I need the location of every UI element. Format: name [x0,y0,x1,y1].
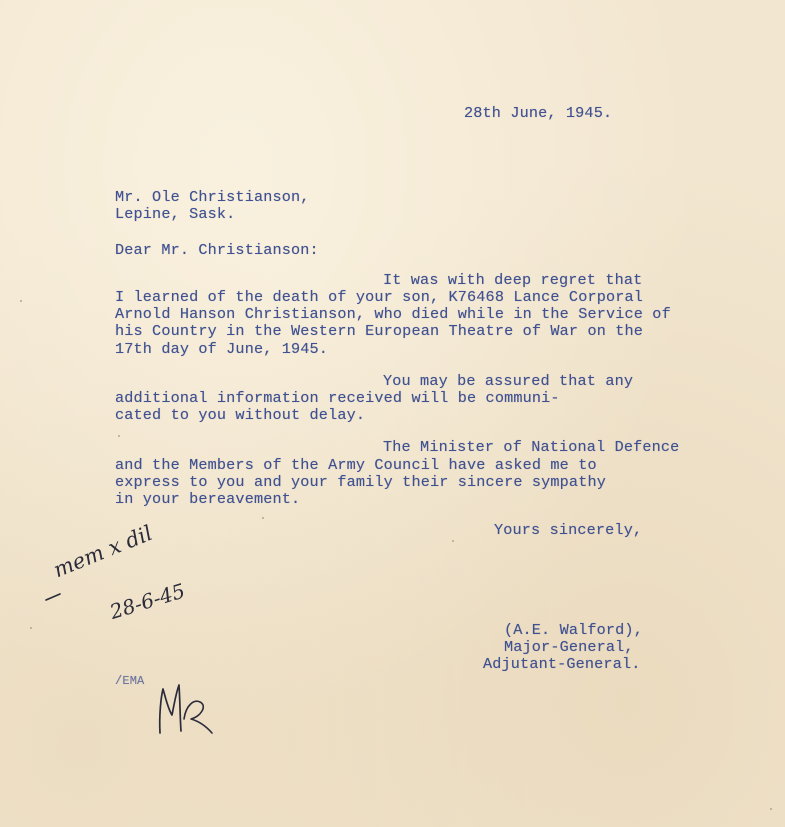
paper-speck [770,808,772,810]
paragraph-3-line-4: in your bereavement. [115,490,301,508]
signatory-title: Adjutant-General. [483,655,641,673]
paper-speck [262,517,264,519]
recipient-name: Mr. Ole Christianson, [115,188,310,206]
paragraph-1-line-2: I learned of the death of your son, K76468 Lance Corporal [115,288,644,306]
handwritten-note-line-2: 28-6-45 [107,578,188,624]
handwritten-note-line-1: mem x dil [50,520,156,583]
typist-reference: /EMA [115,674,145,688]
paragraph-3-line-1: The Minister of National Defence [383,438,680,456]
paragraph-2-line-2: additional information received will be communi- [115,389,560,407]
letter-date: 28th June, 1945. [464,104,613,122]
paragraph-2-line-3: cated to you without delay. [115,406,366,424]
salutation: Dear Mr. Christianson: [115,241,319,259]
paragraph-1-line-4: his Country in the Western European Theatre of War on the [115,322,644,340]
closing: Yours sincerely, [494,521,643,539]
paragraph-1-line-1: It was with deep regret that [383,271,643,289]
handwritten-dash-mark [44,580,84,604]
paragraph-2-line-1: You may be assured that any [383,372,634,390]
paragraph-1-line-5: 17th day of June, 1945. [115,340,329,358]
paragraph-3-line-3: express to you and your family their sincere sympathy [115,473,606,491]
paragraph-1-line-3: Arnold Hanson Christianson, who died while in the Service of [115,305,671,323]
paper-speck [30,627,32,629]
handwritten-initials-signature [150,675,220,740]
recipient-place: Lepine, Sask. [115,205,236,223]
paragraph-3-line-2: and the Members of the Army Council have asked me to [115,456,597,474]
paper-speck [118,435,120,437]
signatory-name: (A.E. Walford), [504,621,643,639]
paper-speck [452,540,454,542]
signatory-rank: Major-General, [504,638,634,656]
paper-speck [20,300,22,302]
